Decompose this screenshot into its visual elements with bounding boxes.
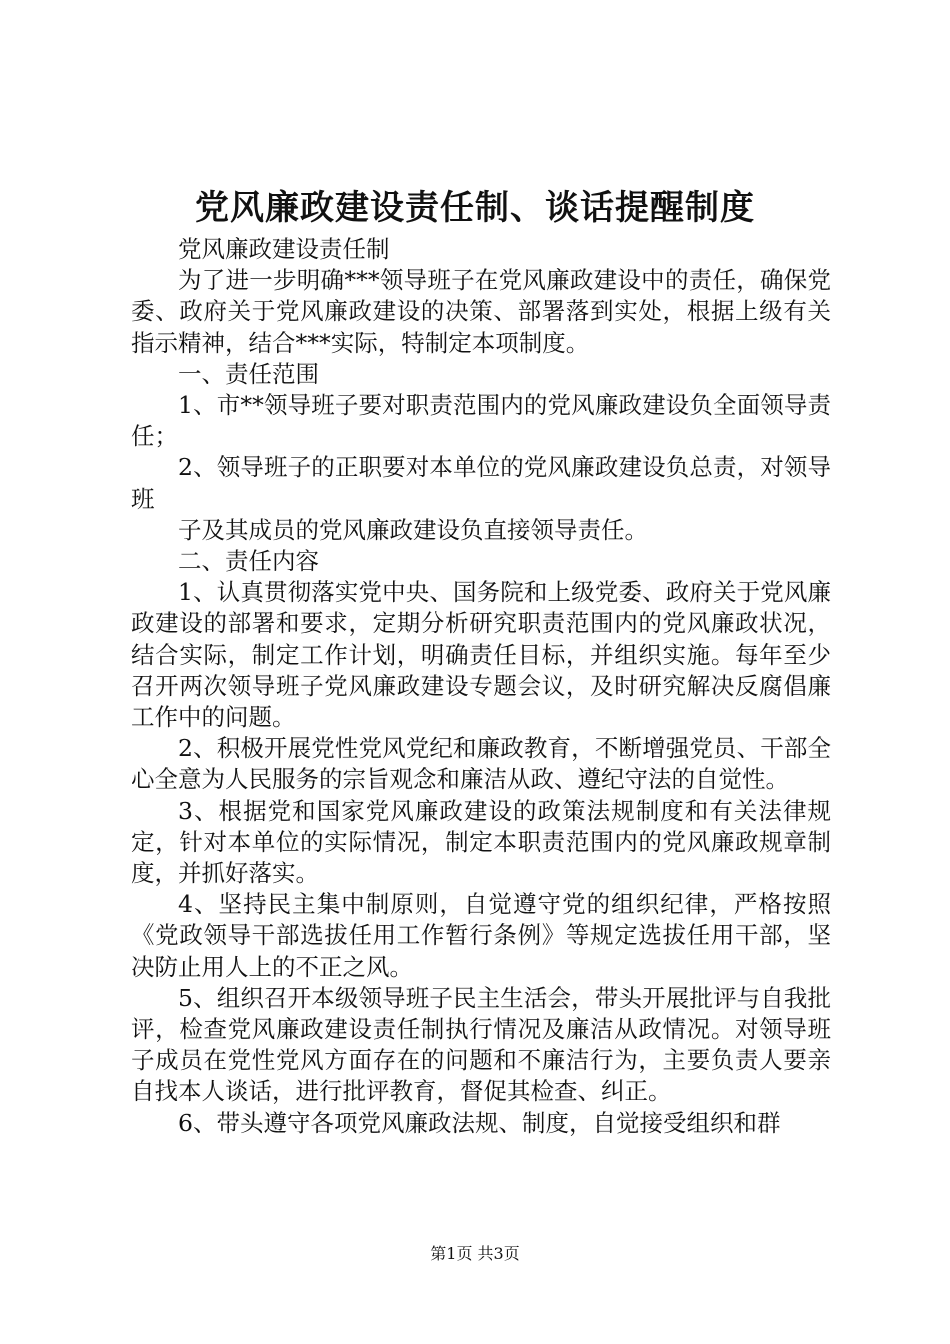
document-body [131,234,831,1139]
paragraph: 1、市**领导班子要对职责范围内的党风廉政建设负全面领导责任； [131,391,831,451]
section-heading: 二、责任内容 [178,547,319,576]
section-heading: 一、责任范围 [178,359,319,388]
paragraph: 为了进一步明确***领导班子在党风廉政建设中的责任，确保党委、政府关于党风廉政建设的决策、部署落到实处，根据上级有关指示精神，结合***实际，特制定本项制度。 [131,266,831,357]
page-number-footer: 第1页 共3页 [430,1244,520,1263]
section-heading: 党风廉政建设责任制 [178,235,390,263]
paragraph: 1、认真贯彻落实党中央、国务院和上级党委、政府关于党风廉政建设的部署和要求，定期分析研究职责范围内的党风廉政状况，结合实际，制定工作计划，明确责任目标，并组织实施。每年至少召开两次领导班子党风廉政建设专题会议，及时研究解决反腐倡廉工作中的问题。 [131,578,831,732]
paragraph: 3、根据党和国家党风廉政建设的政策法规制度和有关法律规定，针对本单位的实际情况，制定本职责范围内的党风廉政规章制度，并抓好落实。 [131,796,831,888]
paragraph: 4、坚持民主集中制原则，自觉遵守党的组织纪律，严格按照《党政领导干部选拔任用工作暂行条例》等规定选拔任用干部，坚决防止用人上的不正之风。 [131,890,831,981]
paragraph: 2、领导班子的正职要对本单位的党风廉政建设负总责，对领导班 [131,453,831,513]
paragraph: 2、积极开展党性党风党纪和廉政教育，不断增强党员、干部全心全意为人民服务的宗旨观念和廉洁从政、遵纪守法的自觉性。 [131,734,831,794]
paragraph: 5、组织召开本级领导班子民主生活会，带头开展批评与自我批评，检查党风廉政建设责任制执行情况及廉洁从政情况。对领导班子成员在党性党风方面存在的问题和不廉洁行为，主要负责人要亲自找本人谈话，进行批评教育，督促其检查、纠正。 [131,983,831,1106]
paragraph: 6、带头遵守各项党风廉政法规、制度，自觉接受组织和群 [178,1108,781,1137]
paragraph: 子及其成员的党风廉政建设负直接领导责任。 [178,515,648,544]
document-title: 党风廉政建设责任制、谈话提醒制度 [195,188,755,228]
